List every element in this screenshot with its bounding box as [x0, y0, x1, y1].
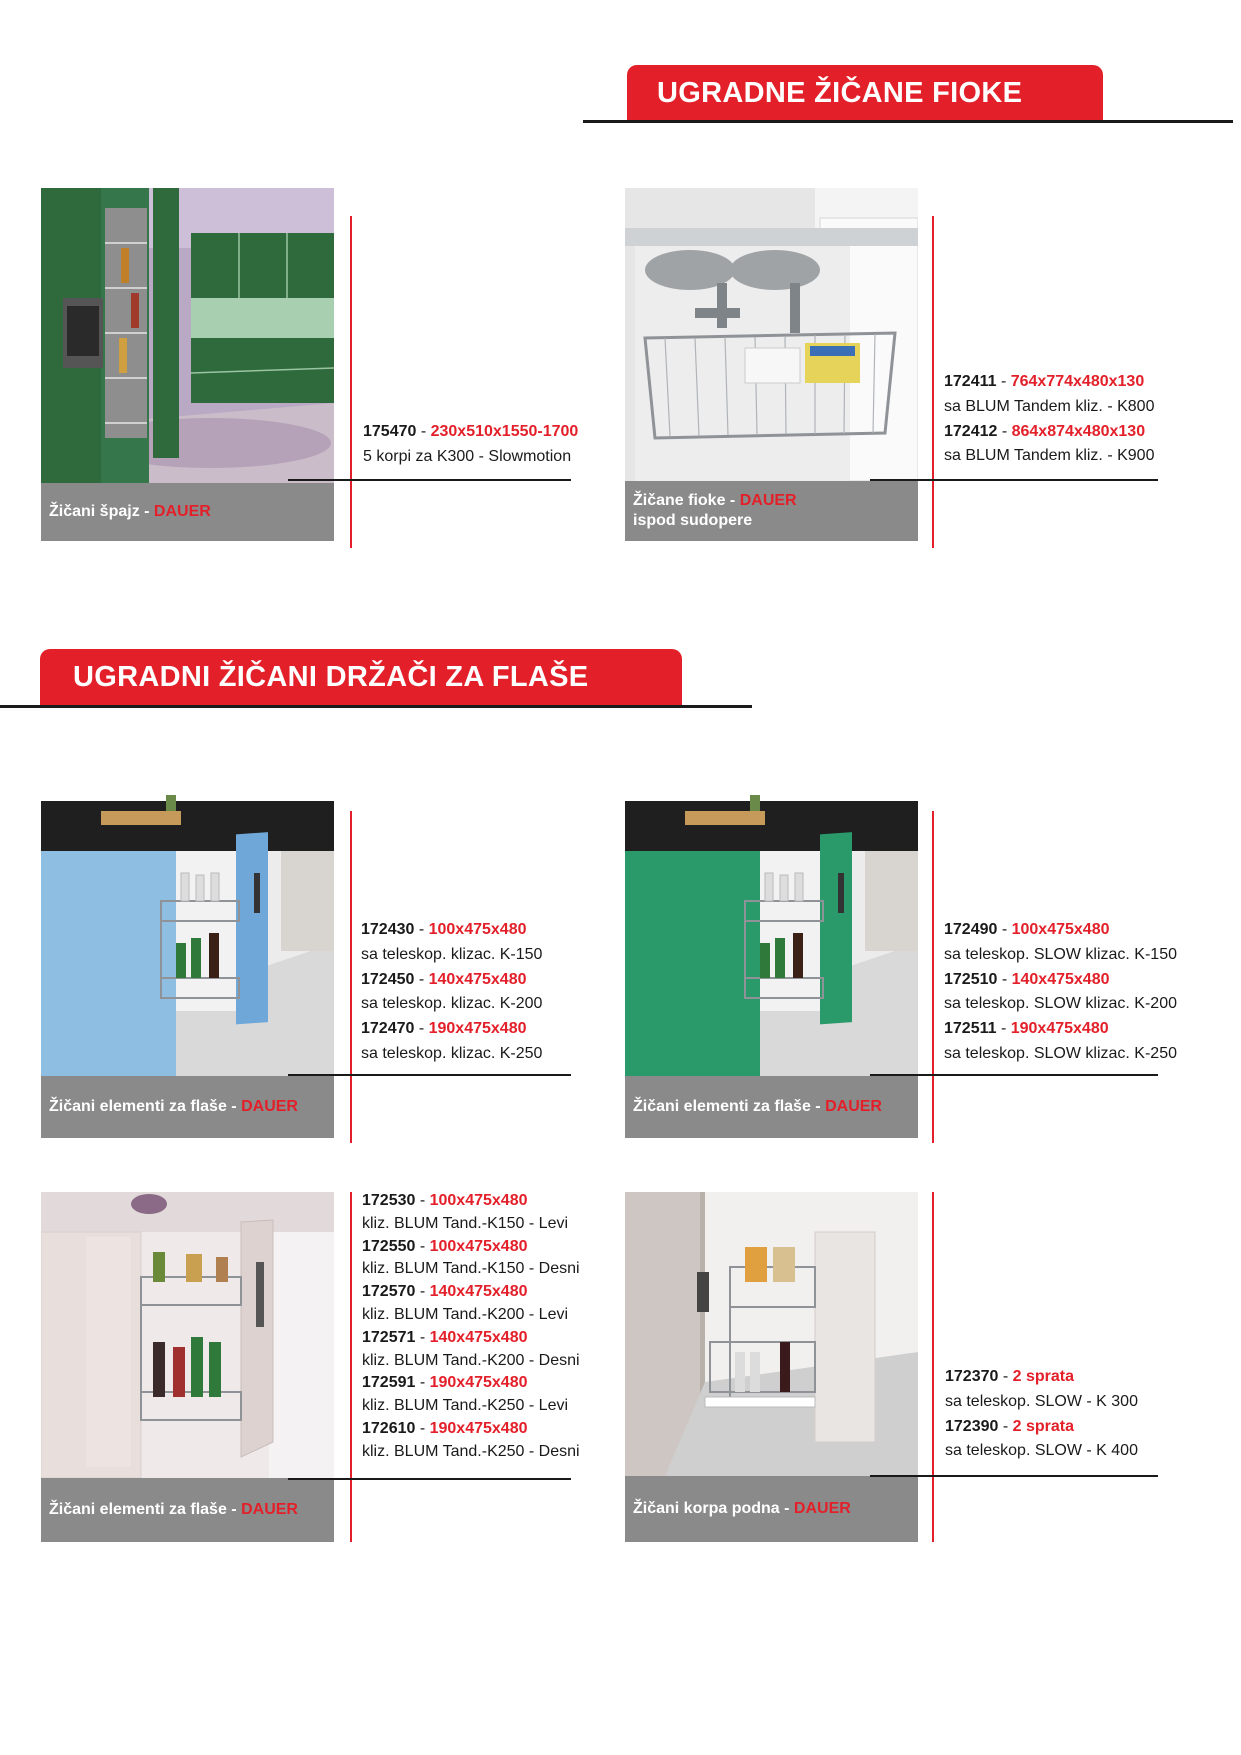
spec-row: [945, 1365, 1138, 1390]
spec-separator: -: [415, 1192, 430, 1209]
caption-line: [49, 1097, 334, 1117]
spec-separator: -: [415, 1419, 430, 1437]
product-dimensions: 2 sprata: [1012, 1368, 1074, 1385]
product-dimensions: 190x475x480: [429, 1419, 528, 1437]
spec-separator: -: [416, 423, 431, 440]
product-dimensions: 190x475x480: [429, 1374, 528, 1392]
caption-separator: -: [226, 1098, 242, 1115]
spec-separator: -: [997, 422, 1012, 440]
spec-block: [944, 918, 1177, 1067]
caption-brand: DAUER: [739, 492, 797, 509]
spec-separator: -: [415, 1374, 430, 1392]
product-dimensions: 100x475x480: [429, 1237, 528, 1255]
spec-block: [362, 1190, 580, 1464]
caption-separator: -: [226, 1501, 242, 1518]
spec-row: [944, 370, 1154, 395]
spec-underline: [288, 1478, 571, 1480]
product-dimensions: 230x510x1550-1700: [430, 423, 579, 440]
product-description: sa teleskop. SLOW - K 300: [945, 1392, 1138, 1410]
spec-underline: [870, 479, 1158, 481]
section-divider: [0, 705, 752, 708]
product-description: sa BLUM Tandem kliz. - K800: [944, 397, 1155, 415]
floor-basket-photo: [625, 1192, 918, 1476]
caption-separator: -: [810, 1098, 826, 1115]
accent-line: [932, 811, 934, 1143]
product-code: 172450: [361, 970, 415, 988]
caption-line: [49, 1500, 334, 1520]
product-description: sa teleskop. klizac. K-150: [361, 945, 543, 963]
product-description: sa BLUM Tandem kliz. - K900: [944, 447, 1155, 465]
spec-row: [362, 1327, 580, 1350]
section-title-banner: [627, 65, 1103, 121]
spec-separator: -: [996, 373, 1011, 390]
product-description: 5 korpi za K300 - Slowmotion: [363, 447, 572, 465]
spec-underline: [288, 1074, 571, 1076]
caption-text: Žičani elementi za flaše: [633, 1098, 811, 1115]
product-code: 172370: [945, 1368, 999, 1385]
product-description: kliz. BLUM Tand.-K200 - Levi: [362, 1305, 569, 1323]
product-caption: [41, 1076, 334, 1138]
product-caption: [625, 1076, 918, 1138]
product-code: 172390: [945, 1417, 999, 1435]
spec-separator: -: [414, 1020, 429, 1038]
product-caption: [625, 481, 918, 541]
product-code: 172470: [361, 1020, 415, 1038]
product-description: kliz. BLUM Tand.-K200 - Desni: [362, 1351, 580, 1369]
pantry-photo: [41, 188, 334, 483]
product-code: 172571: [362, 1328, 416, 1346]
spec-underline: [870, 1475, 1158, 1477]
product-code: 172430: [361, 921, 415, 938]
caption-line: [49, 502, 334, 522]
spec-row: [363, 420, 578, 445]
spec-row: [944, 1017, 1177, 1042]
product-dimensions: 864x874x480x130: [1011, 422, 1146, 440]
section-title: UGRADNE ŽIČANE FIOKE: [657, 76, 1023, 109]
spec-separator: -: [415, 1328, 430, 1346]
product-description: sa teleskop. SLOW klizac. K-200: [944, 995, 1177, 1013]
bottle-holder-blue-photo: [41, 783, 334, 1076]
caption-line-2: ispod sudopere: [633, 512, 753, 529]
spec-row: [361, 918, 542, 943]
product-description: sa teleskop. SLOW - K 400: [945, 1442, 1138, 1460]
spec-row: [361, 968, 542, 993]
spec-block: [944, 370, 1154, 469]
product-dimensions: 100x475x480: [1011, 921, 1110, 938]
spec-separator: -: [415, 1237, 430, 1255]
caption-line: [633, 491, 918, 511]
product-code: 172530: [362, 1192, 416, 1209]
section-title-banner: [40, 649, 682, 705]
spec-separator: -: [998, 1368, 1013, 1385]
caption-brand: DAUER: [153, 503, 211, 520]
caption-separator: -: [139, 503, 154, 520]
product-dimensions: 764x774x480x130: [1010, 373, 1145, 390]
product-dimensions: 2 sprata: [1012, 1417, 1074, 1435]
product-caption: [41, 483, 334, 541]
spec-separator: -: [414, 921, 429, 938]
spec-block: [945, 1365, 1138, 1464]
spec-block: [361, 918, 542, 1067]
product-code: 172510: [944, 970, 998, 988]
caption-text: Žičani špajz: [49, 503, 140, 520]
caption-brand: DAUER: [241, 1501, 298, 1518]
product-code: 172412: [944, 422, 998, 440]
accent-line: [350, 811, 352, 1143]
caption-brand: DAUER: [241, 1098, 298, 1115]
product-description: sa teleskop. SLOW klizac. K-250: [944, 1044, 1177, 1062]
caption-line: [633, 1499, 918, 1519]
accent-line: [350, 216, 352, 548]
caption-text: Žičani korpa podna: [633, 1500, 780, 1517]
spec-underline: [288, 479, 571, 481]
product-caption: [41, 1478, 334, 1542]
product-description: kliz. BLUM Tand.-K250 - Desni: [362, 1442, 580, 1460]
product-caption: [625, 1476, 918, 1542]
caption-text: Žičani elementi za flaše: [49, 1098, 227, 1115]
spec-row: [362, 1190, 580, 1213]
spec-row: [362, 1236, 580, 1259]
sink-drawer-photo: [625, 188, 918, 481]
spec-row: [362, 1281, 580, 1304]
spec-row: [944, 968, 1177, 993]
spec-separator: -: [414, 970, 429, 988]
spec-separator: -: [998, 1417, 1013, 1435]
spec-separator: -: [997, 970, 1012, 988]
product-description: kliz. BLUM Tand.-K250 - Levi: [362, 1397, 569, 1415]
product-dimensions: 140x475x480: [429, 1283, 528, 1301]
section-divider: [583, 120, 1233, 123]
caption-separator: -: [779, 1500, 794, 1517]
product-code: 172591: [362, 1374, 416, 1392]
spec-row: [944, 420, 1154, 445]
spec-row: [361, 1017, 542, 1042]
spec-separator: -: [415, 1283, 430, 1301]
spec-separator: -: [996, 1020, 1011, 1038]
product-dimensions: 190x475x480: [1010, 1020, 1109, 1038]
product-dimensions: 100x475x480: [428, 921, 527, 938]
caption-brand: DAUER: [825, 1098, 882, 1115]
product-code: 172490: [944, 921, 998, 938]
spec-block: [363, 420, 578, 470]
caption-text: Žičani elementi za flaše: [49, 1501, 227, 1518]
product-code: 172570: [362, 1283, 416, 1301]
spec-row: [362, 1372, 580, 1395]
product-code: 172550: [362, 1237, 416, 1255]
bottle-holder-beige-photo: [41, 1192, 334, 1478]
caption-brand: DAUER: [793, 1500, 851, 1517]
caption-text: Žičane fioke: [633, 492, 726, 509]
spec-row: [945, 1415, 1138, 1440]
spec-row: [362, 1418, 580, 1441]
accent-line: [932, 216, 934, 548]
bottle-holder-green-photo: [625, 783, 918, 1076]
product-code: 172411: [944, 373, 997, 390]
product-dimensions: 190x475x480: [428, 1020, 527, 1038]
product-dimensions: 140x475x480: [429, 1328, 528, 1346]
spec-separator: -: [997, 921, 1012, 938]
product-description: sa teleskop. SLOW klizac. K-150: [944, 945, 1177, 963]
caption-separator: -: [725, 492, 740, 509]
product-description: kliz. BLUM Tand.-K150 - Desni: [362, 1260, 580, 1278]
product-dimensions: 140x475x480: [428, 970, 527, 988]
product-description: kliz. BLUM Tand.-K150 - Levi: [362, 1214, 569, 1232]
product-description: sa teleskop. klizac. K-250: [361, 1044, 543, 1062]
spec-underline: [870, 1074, 1158, 1076]
accent-line: [932, 1192, 934, 1542]
spec-row: [944, 918, 1177, 943]
caption-line: [633, 1097, 918, 1117]
product-code: 172511: [944, 1020, 997, 1038]
accent-line: [350, 1192, 352, 1542]
product-dimensions: 100x475x480: [429, 1192, 528, 1209]
product-dimensions: 140x475x480: [1011, 970, 1110, 988]
section-title: UGRADNI ŽIČANI DRŽAČI ZA FLAŠE: [73, 660, 589, 693]
product-code: 175470: [363, 423, 417, 440]
product-code: 172610: [362, 1419, 416, 1437]
product-description: sa teleskop. klizac. K-200: [361, 995, 543, 1013]
